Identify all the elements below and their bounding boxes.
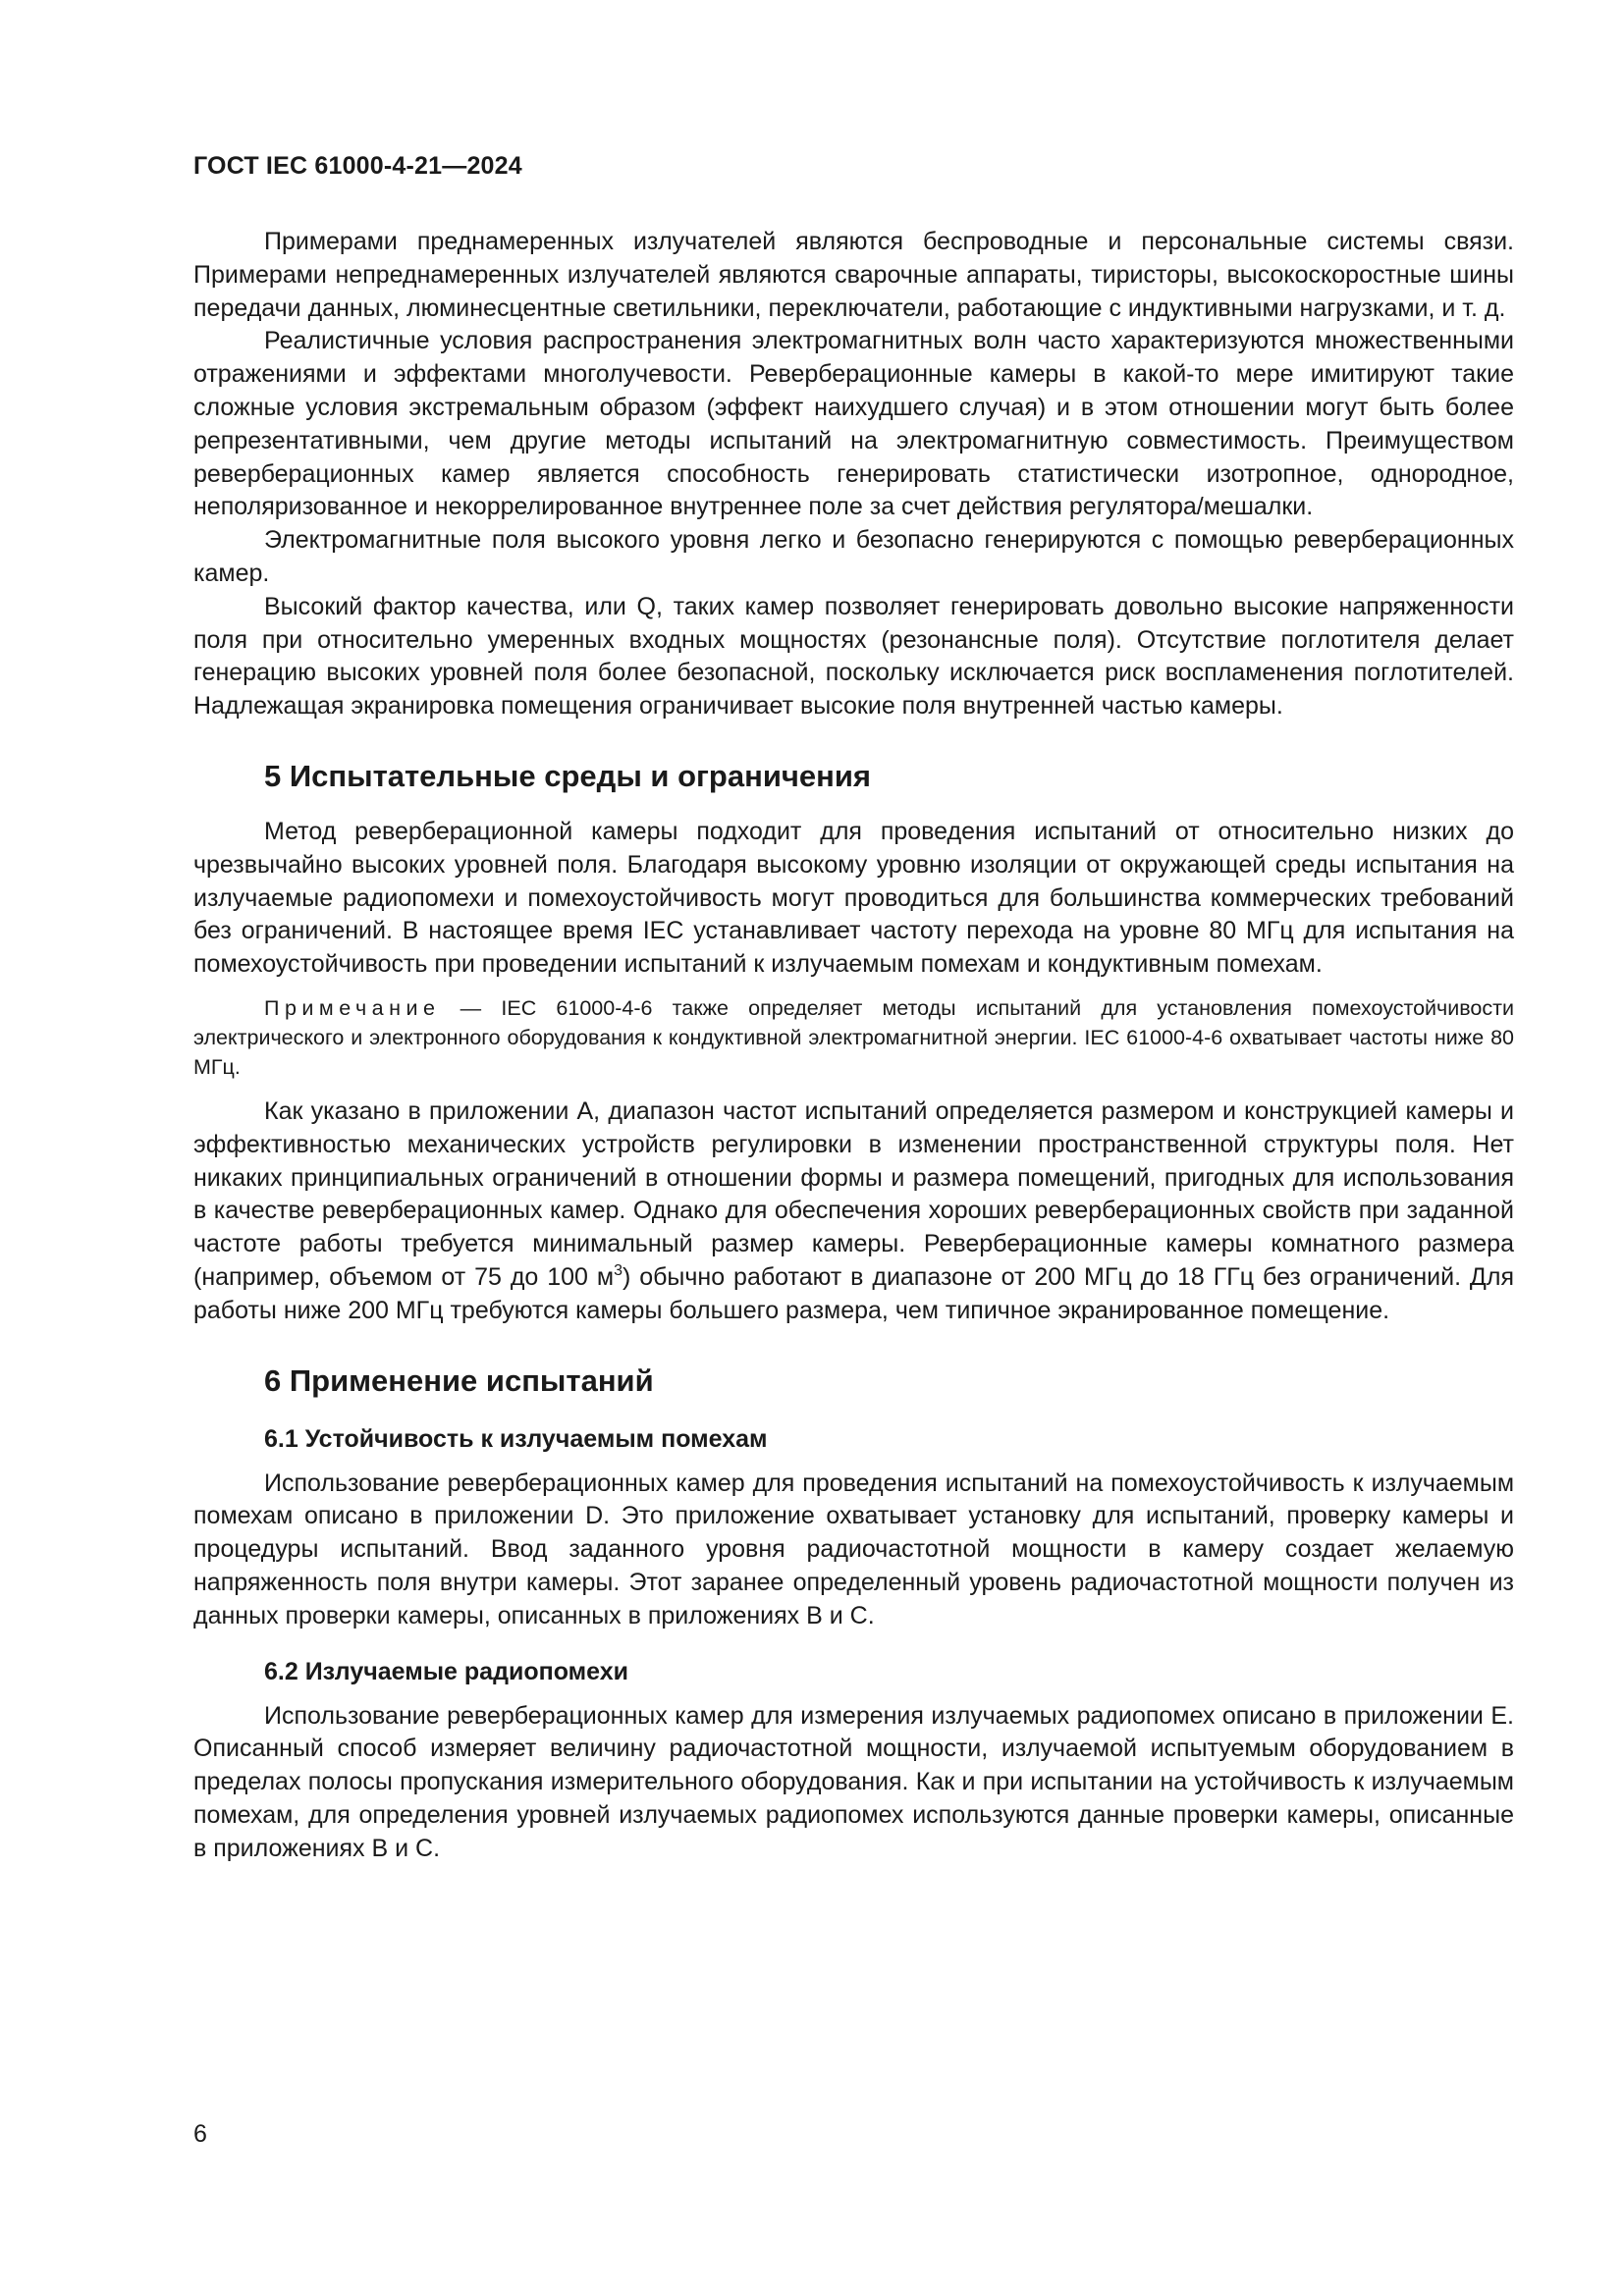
document-header-title: ГОСТ IEC 61000-4-21—2024 [193, 152, 522, 180]
section-6-heading: 6 Применение испытаний [264, 1362, 654, 1398]
intro-paragraph-4: Высокий фактор качества, или Q, таких камер позволяет генерировать довольно высокие напряженности поля при относительно умеренных входных мощностях (резонансные поля). Отсутствие поглотителя делает генерацию высоких уровней поля более безопасной, поскольку исключается риск воспламенения поглотителей. Надлежащая экранировка помещения ограничивает высокие поля внутренней частью камеры. [193, 592, 1514, 721]
section-6-1-paragraph: Использование реверберационных камер для проведения испытаний на помехоустойчивость к излучаемым помехам описано в приложении D. Это приложение охватывает установку для испытаний, проверку камеры и процедуры испытаний. Ввод заданного уровня радиочастотной мощности в камеру создает желаемую напряженность поля внутри камеры. Этот заранее определенный уровень радиочастотной мощности получен из данных проверки камеры, описанных в приложениях В и С. [193, 1468, 1514, 1629]
section-6-2-paragraph: Использование реверберационных камер для измерения излучаемых радиопомех описано в приложении Е. Описанный способ измеряет величину радиочастотной мощности, излучаемой испытуемым оборудованием в пределах полосы пропускания измерительного оборудования. Как и при испытании на устойчивость к излучаемым помехам, для определения уровней излучаемых радиопомех используются данные проверки камеры, описанные в приложениях В и С. [193, 1701, 1514, 1862]
note-text: — IEC 61000-4-6 также определяет методы испытаний для установления помехоустойчивости электрического и электронного оборудования к кондуктивной электромагнитной энергии. IEC 61000-4-6 охватывает частоты ниже 80 МГц. [193, 995, 1514, 1079]
intro-paragraph-1: Примерами преднамеренных излучателей являются беспроводные и персональные системы связи. Примерами непреднамеренных излучателей являются сварочные аппараты, тиристоры, высокоскоростные шины передачи данных, люминесцентные светильники, переключатели, работающие с индуктивными нагрузками, и т. д. [193, 228, 1514, 322]
section-5-paragraph-2-before: Как указано в приложении А, диапазон частот испытаний определяется размером и конструкцией камеры и эффективностью механических устройств регулировки в изменении пространственной структуры поля. Нет никаких принципиальных ограничений в отношении формы и размера помещений, пригодных для использования в качестве реверберационных камер. Однако для обеспечения хороших реверберационных свойств при заданной частоте работы требуется минимальный размер камеры. Реверберационные камеры комнатного размера (например, объемом от 75 до 100 м [193, 1096, 1514, 1291]
intro-paragraph-2: Реалистичные условия распространения электромагнитных волн часто характеризуются множественными отражениями и эффектами многолучевости. Реверберационные камеры в какой-то мере имитируют такие сложные условия экстремальным образом (эффект наихудшего случая) и в этом отношении могут быть более репрезентативными, чем другие методы испытаний на электромагнитную совместимость. Преимуществом реверберационных камер является способность генерировать статистически изотропное, однородное, неполяризованное и некоррелированное внутреннее поле за счет действия регулятора/мешалки. [193, 327, 1514, 521]
document-body [193, 226, 1514, 1865]
section-5-paragraph-1: Метод реверберационной камеры подходит для проведения испытаний от относительно низких до чрезвычайно высоких уровней поля. Благодаря высокому уровню изоляции от окружающей среды испытания на излучаемые радиопомехи и помехоустойчивость могут проводиться для большинства коммерческих требований без ограничений. В настоящее время IEC устанавливает частоту перехода на уровне 80 МГц для испытания на помехоустойчивость при проведении испытаний к излучаемым помехам и кондуктивным помехам. [193, 817, 1514, 979]
section-5-note [193, 993, 1514, 1082]
section-6-1-heading: 6.1 Устойчивость к излучаемым помехам [264, 1424, 768, 1453]
section-5-heading: 5 Испытательные среды и ограничения [264, 758, 871, 793]
section-5-paragraph-2 [193, 1095, 1514, 1328]
page-number: 6 [193, 2120, 207, 2148]
section-6-2-heading: 6.2 Излучаемые радиопомехи [264, 1657, 628, 1685]
intro-paragraph-3: Электромагнитные поля высокого уровня легко и безопасно генерируются с помощью реверберационных камер. [193, 526, 1514, 587]
superscript-cube: 3 [614, 1261, 623, 1279]
note-label: Примечание [264, 995, 441, 1020]
section-5-paragraph-2-after: ) обычно работают в диапазоне от 200 МГц до 18 ГГц без ограничений. Для работы ниже 200 МГц требуются камеры большего размера, чем типичное экранированное помещение. [193, 1262, 1514, 1324]
